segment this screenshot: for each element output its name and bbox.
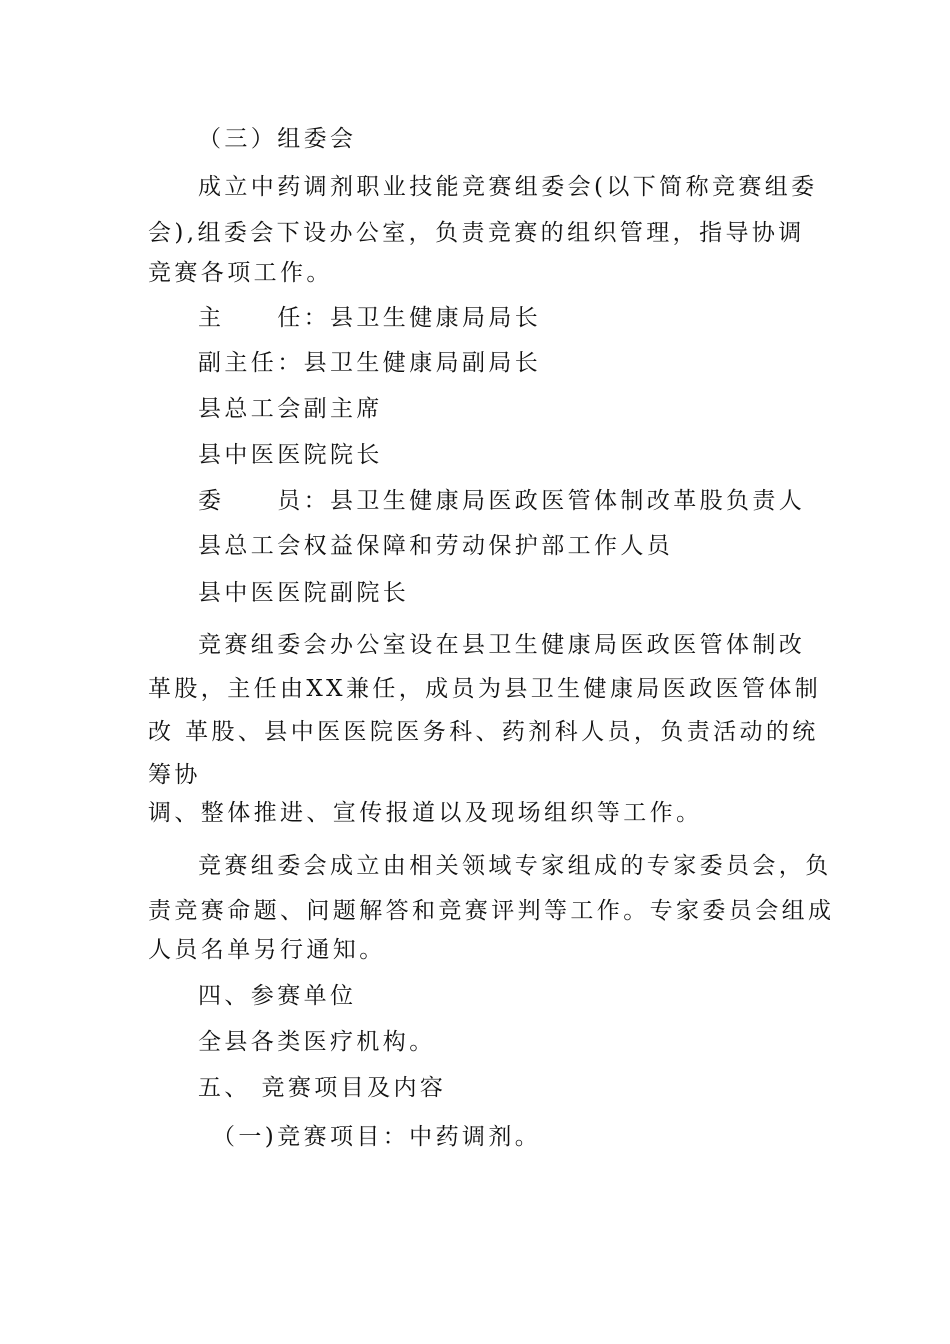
member-line: 县总工会权益保障和劳动保护部工作人员 bbox=[198, 533, 674, 559]
paragraph-line: 竞赛组委会成立由相关领域专家组成的专家委员会，负 bbox=[198, 853, 832, 879]
paragraph-line: 成立中药调剂职业技能竞赛组委会(以下简称竞赛组委 bbox=[198, 174, 818, 200]
member-line: 县中医医院院长 bbox=[198, 442, 383, 468]
section-heading-participating-units: 四、参赛单位 bbox=[198, 983, 357, 1009]
paragraph-line: 会),组委会下设办公室，负责竞赛的组织管理，指导协调 bbox=[148, 220, 805, 246]
paragraph-line: 竞赛各项工作。 bbox=[148, 260, 333, 286]
member-line: 县总工会副主席 bbox=[198, 396, 383, 422]
paragraph-line: 调、整体推进、宣传报道以及现场组织等工作。 bbox=[148, 800, 703, 826]
paragraph-line: 竞赛组委会办公室设在县卫生健康局医政医管体制改 bbox=[198, 632, 806, 658]
member-line-deputy-director: 副主任：县卫生健康局副局长 bbox=[198, 350, 542, 376]
paragraph-line: 人员名单另行通知。 bbox=[148, 937, 386, 963]
paragraph-line: 改 革股、县中医医院医务科、药剂科人员，负责活动的统 bbox=[148, 719, 819, 745]
member-line: 县中医医院副院长 bbox=[198, 580, 410, 606]
subsection-heading-competition-item: （一)竞赛项目：中药调剂。 bbox=[212, 1124, 542, 1150]
paragraph-line: 全县各类医疗机构。 bbox=[198, 1029, 436, 1055]
section-heading-competition-items: 五、 竞赛项目及内容 bbox=[198, 1075, 447, 1101]
member-line-committee-members: 委 员：县卫生健康局医政医管体制改革股负责人 bbox=[198, 488, 806, 514]
paragraph-line: 筹协 bbox=[148, 762, 201, 788]
section-heading-organizing-committee: （三）组委会 bbox=[198, 126, 357, 152]
paragraph-line: 革股，主任由XX兼任，成员为县卫生健康局医政医管体制 bbox=[148, 676, 822, 702]
member-line-director: 主 任：县卫生健康局局长 bbox=[198, 305, 542, 331]
paragraph-line: 责竞赛命题、问题解答和竞赛评判等工作。专家委员会组成 bbox=[148, 898, 835, 924]
